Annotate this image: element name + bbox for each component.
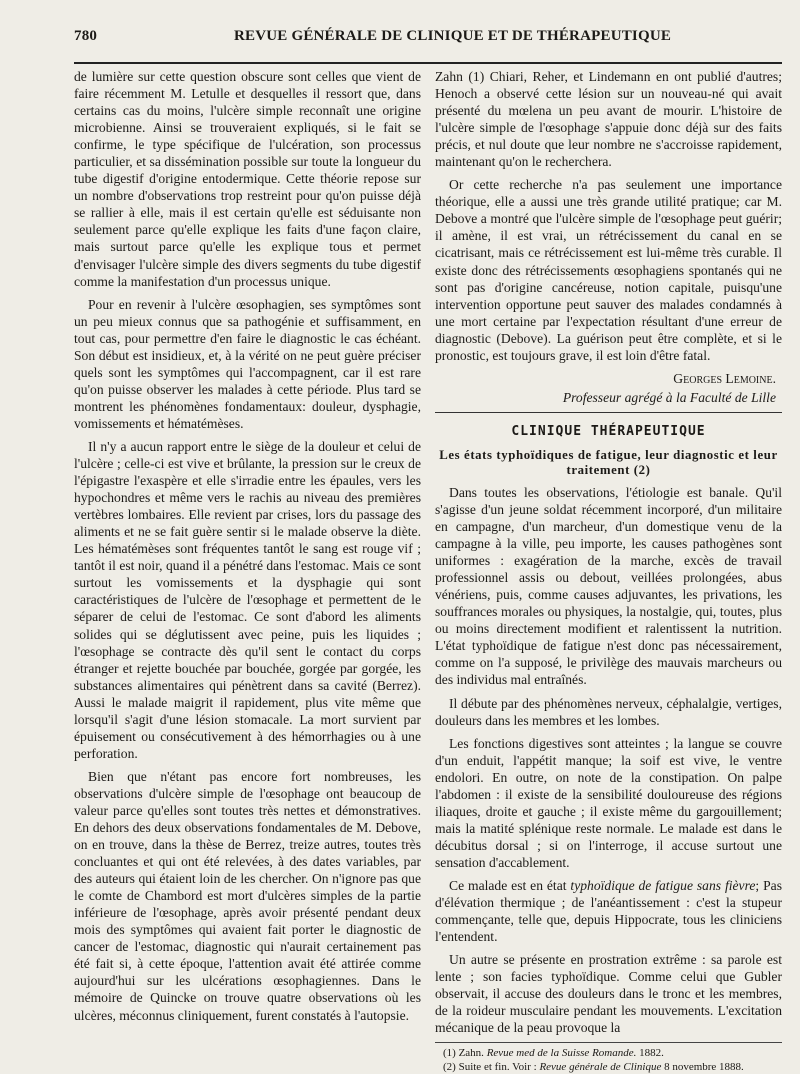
signature-title: Professeur agrégé à la Faculté de Lille (562, 389, 776, 405)
paragraph: Or cette recherche n'a pas seulement une importance théorique, elle a aussi une très grande utilité pratique; car M. Debove a montré que l'ulcère simple de l'œsophage peut guérir; il amène, il est vrai, un rétrécissement du canal en se cicatrisant, mais ce rétrécissement est lui-même très curable. Il existe donc des rétrécissements œsophagiens spontanés qui ne sont pas d'origine cancéreuse, notion capitale, puisqu'une intervention opportune peut sauver des malades condamnés à une mort certaine par l'expectation résultant d'une erreur de diagnostic (Debove). La guérison peut être complète, et si le pronostic, est toujours grave, il est loin d'être fatal. (435, 177, 782, 363)
two-column-body (74, 68, 782, 1074)
section-title: CLINIQUE THÉRAPEUTIQUE (511, 423, 706, 439)
footnote: (1) Zahn. Revue med de la Suisse Romande. 1882. (443, 1047, 664, 1060)
section-rule (435, 412, 782, 413)
footnotes (435, 1042, 782, 1074)
article-title: Les états typhoïdiques de fatigue, leur diagnostic et leur traitement (2) (439, 447, 778, 477)
page-number: 780 (74, 28, 98, 44)
header-rule (74, 62, 782, 64)
running-head: REVUE GÉNÉRALE DE CLINIQUE ET DE THÉRAPEUTIQUE (234, 28, 672, 44)
paragraph: de lumière sur cette question obscure sont celles que vient de faire récemment M. Letulle et desquelles il ressort que, dans certains cas du moins, l'ulcère simple reconnaît une origine microbienne. Ainsi se trouveraient expliqués, si le fait se confirme, le type spécifique de l'ulcération, son processus particulier, et sa dissémination possible sur toute la longueur du tube digestif d'origine entodermique. Cette théorie repose sur un nombre d'observations trop restreint pour qu'on puisse déjà se rallier à elle, mais il est certain qu'elle est séduisante non seulement parce qu'elle explique les faits d'une façon claire, mais surtout parce qu'elle les explique tous et permet d'envisager l'ulcère simple des divers segments du tube digestif comme la manifestation d'un processus unique. (74, 69, 421, 289)
paragraph: Zahn (1) Chiari, Reher, et Lindemann en ont publié d'autres; Henoch a observé cette lésion sur un nouveau-né qui avait présenté du mœlena un peu avant de mourir. L'histoire de l'ulcère simple de l'œsophage s'appuie donc déjà sur des faits précis, et nul doute que leur nombre ne s'accroisse rapidement, maintenant qu'on le recherchera. (435, 69, 782, 170)
paragraph: Bien que n'étant pas encore fort nombreuses, les observations d'ulcère simple de l'œsophage ont beaucoup de valeur parce qu'elles sont toutes très nettes et démonstratives. En dehors des deux observations fondamentales de M. Debove, on en trouve, dans la thèse de Berrez, treize autres, toutes très concluantes et qui ont été relevées, à des dates variables, par des auteurs qui étaient loin de les chercher. On n'ignore pas que le comte de Chambord est mort d'ulcères simples de la partie inférieure de l'œsophage, après avoir présenté pendant deux mois des symptômes qui avaient fait porter le diagnostic de cancer de l'estomac, diagnostic qui n'aurait certainement pas été fait si, à cette époque, l'attention avait été attirée comme aujourd'hui sur les ulcérations œsophagiennes. Dans le mémoire de Quincke on trouve quatre observations où les ulcères, méconnus cliniquement, furent constatés à l'autopsie. (74, 768, 421, 1023)
left-column (74, 68, 421, 1074)
paragraph: Pour en revenir à l'ulcère œsophagien, ses symptômes sont un peu mieux connus que sa pathogénie et suffisamment, en tout cas, pour permettre d'en faire le diagnostic le cas échéant. Son début est insidieux, et, à la vérité on ne peut guère préciser quels sont les symptômes qui l'accompagnent, car il est rare qu'on puisse observer les malades à cette période. Plus tard se montrent les phénomènes fondamentaux: douleur, dysphagie, vomissements et hématémèses. (74, 296, 421, 431)
paragraph: Il débute par des phénomènes nerveux, céphalalgie, vertiges, douleurs dans les membres et les lombes. (435, 695, 782, 728)
paragraph: Il n'y a aucun rapport entre le siège de la douleur et celui de l'ulcère ; celle-ci est vive et brûlante, la pression sur le creux de l'épigastre l'exaspère et elle s'irradie entre les épaules, vers les hypochondres et même vers le rachis au niveau des premières vertèbres lombaires. Elle revient par crises, lors du passage des aliments et ne se fait guère sentir si le malade observe la diète. Les hématémèses sont fréquentes tantôt le sang est rouge vif ; tantôt il est noir, quand il a pénétré dans l'estomac. Mais ce sont surtout les vomissements et la dysphagie qui sont caractéristiques de l'ulcère de l'œsophage et permettent de le séparer de celui de l'estomac. Ce sont d'abord les aliments solides qui se déglutissent avec peine, puis les liquides ; l'œsophage se contracte dès qu'il sent le contact du corps étranger et rejette bouchée par bouchée, gorgée par gorgée, les substances alimentaires qui pénètrent dans sa cavité (Berrez). Aussi le malade maigrit il rapidement, plus vite même que lorsqu'il s'agit d'une lésion stomacale. La mort survient par épuisement ou consécutivement à des hémorrhagies ou à une perforation. (74, 438, 421, 761)
page-header (74, 22, 782, 48)
right-column (435, 68, 782, 1074)
paragraph: Ce malade est en état typhoïdique de fatigue sans fièvre; Pas d'élévation thermique ; de l'anéantissement : c'est la stupeur commençante, telle que, depuis Hippocrate, tous les cliniciens l'entendent. (435, 877, 782, 945)
paragraph: Dans toutes les observations, l'étiologie est banale. Qu'il s'agisse d'un jeune soldat récemment incorporé, d'un militaire en campagne, d'un marcheur, d'un domestique venu de la campagne à la ville, peu importe, les causes pathogènes sont uniformes : exagération de la marche, excès de travail professionnel assis ou debout, veillées prolongées, abus vénériens, puis, comme causes adjuvantes, les privations, les souffrances morales ou physiques, la nostalgie, qui, toutes, plus ou moins directement modifient et ralentissent la nutrition. L'état typhoïdique de fatigue n'est donc pas nécessairement, comme on l'a supposé, le privilège des mauvais marcheurs ou des individus mal entraînés. (435, 484, 782, 688)
footnote: (2) Suite et fin. Voir : Revue générale de Clinique 8 novembre 1888. (443, 1061, 744, 1074)
paragraph: Les fonctions digestives sont atteintes ; la langue se couvre d'un enduit, l'appétit manque; la soif est vive, le ventre endolori. En outre, on note de la constipation. On palpe l'abdomen : il existe de la sensibilité douloureuse des régions iliaques, droite et gauche ; il existe même du gargouillement; mais la matité splénique reste normale. Le malade est dans le décubitus dorsal ; si on l'interroge, il accuse surtout une sensation d'accablement. (435, 735, 782, 870)
paragraph: Un autre se présente en prostration extrême : sa parole est lente ; son facies typhoïdique. Comme celui que Gubler observait, il accuse des douleurs dans le tronc et les membres, de la roideur musculaire pendant les mouvements. L'excitation mécanique de la peau provoque la (435, 952, 782, 1036)
signature-name: Georges Lemoine. (673, 370, 776, 386)
